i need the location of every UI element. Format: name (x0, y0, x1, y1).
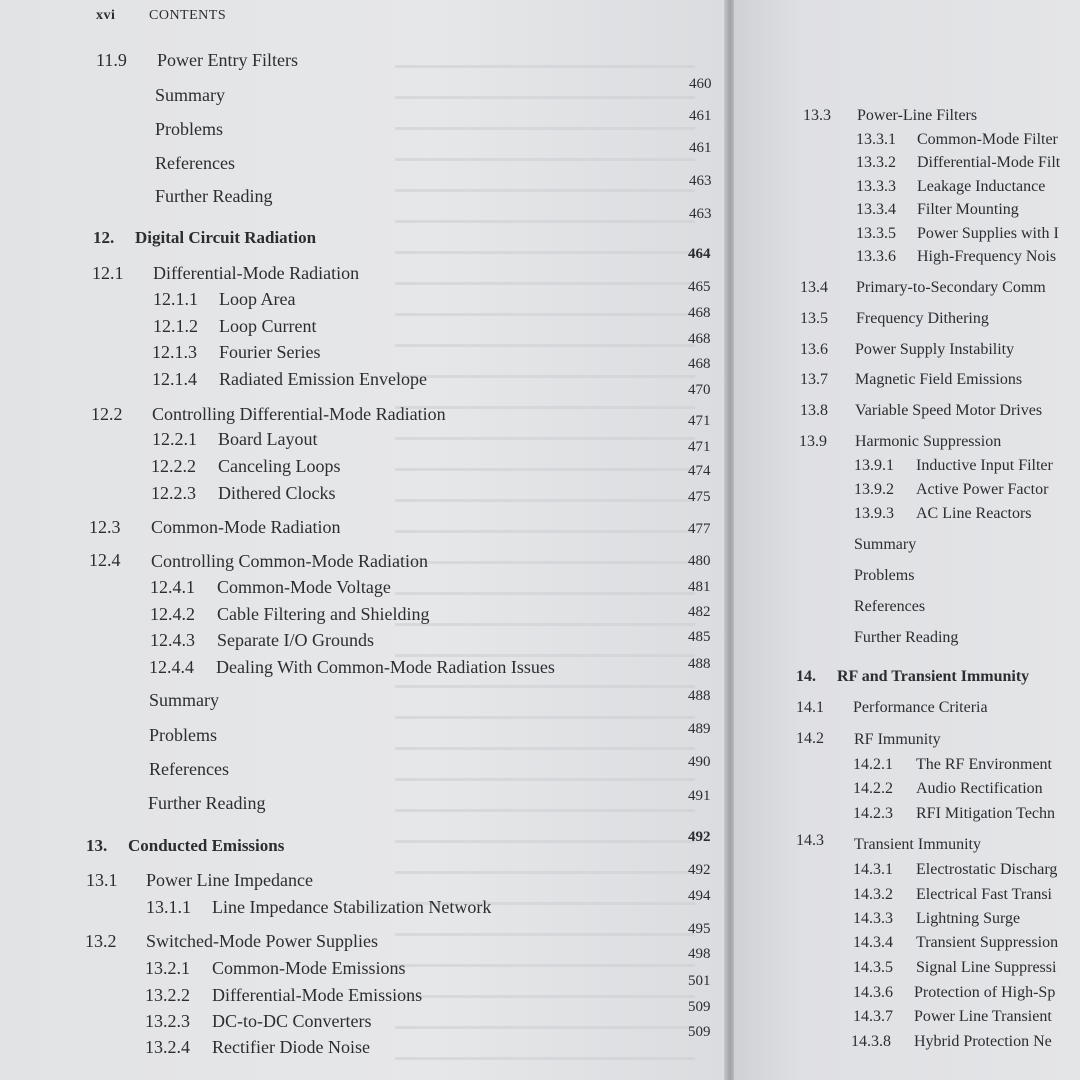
toc-title: Summary (149, 690, 219, 710)
toc-page-number: 490 (688, 754, 711, 770)
toc-num: 13.9.3 (854, 505, 894, 522)
chapter-num: 13. (86, 836, 108, 855)
toc-num: 12.4.3 (150, 630, 195, 650)
toc-title: Filter Mounting (917, 201, 1019, 218)
toc-num: 13.8 (800, 402, 828, 419)
toc-page-number: 501 (688, 973, 711, 989)
toc-page-number: 498 (688, 946, 711, 962)
toc-title: Dealing With Common-Mode Radiation Issues (216, 657, 555, 677)
toc-title: Common-Mode Voltage (217, 577, 391, 597)
chapter-title: Conducted Emissions (128, 836, 285, 855)
toc-num: 14.1 (796, 699, 824, 716)
toc-title: Further Reading (854, 629, 959, 646)
toc-num: 13.9 (799, 433, 827, 450)
toc-page-number: 485 (688, 629, 711, 645)
toc-num: 12.4 (89, 550, 121, 570)
toc-title: Further Reading (155, 186, 273, 206)
toc-num: 12.3 (89, 517, 121, 537)
toc-title: Transient Immunity (854, 836, 981, 853)
toc-page-number: 509 (688, 1024, 711, 1040)
toc-page-number: 461 (689, 140, 712, 156)
toc-title: Rectifier Diode Noise (212, 1037, 370, 1057)
toc-num: 12.2.3 (151, 483, 196, 503)
toc-title: Power Supplies with I (917, 225, 1059, 242)
toc-title: Radiated Emission Envelope (219, 369, 427, 389)
toc-title: Problems (155, 119, 224, 139)
toc-title: Controlling Common-Mode Radiation (151, 551, 428, 571)
toc-title: Magnetic Field Emissions (855, 371, 1023, 388)
toc-page-number: 468 (688, 356, 711, 372)
toc-num: 12.1.3 (152, 342, 197, 362)
toc-title: Differential-Mode Emissions (212, 985, 423, 1005)
toc-page-number: 463 (689, 173, 712, 189)
toc-title: Power Line Impedance (146, 870, 313, 890)
toc-title: Common-Mode Filter (917, 131, 1058, 148)
toc-page-number: 463 (689, 206, 712, 222)
toc-title: Signal Line Suppressi (916, 959, 1057, 976)
toc-page-number: 475 (688, 489, 711, 505)
toc-page-number: 482 (688, 604, 711, 620)
toc-title: Separate I/O Grounds (217, 630, 374, 650)
toc-num: 12.2.2 (151, 456, 196, 476)
toc-title: RFI Mitigation Techn (916, 805, 1056, 822)
toc-num: 13.3.1 (856, 131, 896, 148)
toc-num: 13.3.2 (856, 154, 896, 171)
toc-title: Transient Suppression (916, 934, 1059, 951)
toc-page-number: 494 (688, 888, 711, 904)
toc-page-number: 471 (688, 413, 711, 429)
toc-title: Frequency Dithering (856, 310, 989, 327)
page-number-roman: xvi (96, 8, 116, 23)
toc-title: Common-Mode Emissions (212, 958, 406, 978)
toc-title: References (149, 759, 229, 779)
toc-title: Board Layout (218, 429, 318, 449)
toc-num: 13.3.3 (856, 178, 896, 195)
toc-title: Switched-Mode Power Supplies (146, 931, 378, 951)
toc-num: 13.4 (800, 279, 828, 296)
toc-title: Summary (155, 85, 225, 105)
toc-page-number: 481 (688, 579, 711, 595)
toc-title: Lightning Surge (916, 910, 1021, 927)
toc-num: 12.4.1 (150, 577, 195, 597)
toc-num: 13.9.1 (854, 457, 894, 474)
toc-num: 13.3 (803, 107, 831, 124)
toc-title: Variable Speed Motor Drives (855, 402, 1043, 419)
toc-title: Summary (854, 536, 917, 553)
toc-page-number: 477 (688, 521, 711, 537)
toc-page-number: 509 (688, 999, 711, 1015)
toc-title: Cable Filtering and Shielding (217, 604, 430, 624)
toc-title: Common-Mode Radiation (151, 517, 341, 537)
toc-num: 13.2 (85, 931, 117, 951)
toc-num: 11.9 (96, 50, 127, 70)
right-page (734, 0, 1080, 1080)
toc-num: 13.2.2 (145, 985, 190, 1005)
toc-title: DC-to-DC Converters (212, 1011, 372, 1031)
toc-num: 14.3.8 (851, 1033, 891, 1050)
toc-title: Fourier Series (219, 342, 321, 362)
toc-page-number: 488 (688, 688, 711, 704)
toc-num: 13.6 (800, 341, 828, 358)
toc-title: Power Supply Instability (855, 341, 1015, 358)
toc-title: Loop Area (219, 289, 296, 309)
toc-num: 13.2.1 (145, 958, 190, 978)
toc-num: 12.1.1 (153, 289, 198, 309)
toc-num: 13.7 (800, 371, 828, 388)
toc-page-number: 464 (688, 246, 711, 262)
toc-title: Leakage Inductance (917, 178, 1046, 195)
toc-num: 14.3.7 (853, 1008, 893, 1025)
toc-num: 14.2 (796, 730, 824, 747)
toc-num: 14.3.4 (853, 934, 893, 951)
toc-page-number: 492 (688, 862, 711, 878)
toc-num: 12.4.4 (149, 657, 194, 677)
toc-num: 12.4.2 (150, 604, 195, 624)
toc-num: 14.2.3 (853, 805, 893, 822)
toc-num: 13.1 (86, 870, 118, 890)
toc-title: Audio Rectification (916, 780, 1043, 797)
toc-title: Line Impedance Stabilization Network (212, 897, 492, 917)
toc-num: 13.3.6 (856, 248, 896, 265)
toc-title: Problems (149, 725, 218, 745)
chapter-num: 12. (93, 228, 115, 247)
toc-num: 13.3.4 (856, 201, 896, 218)
toc-title: Controlling Differential-Mode Radiation (152, 404, 446, 424)
toc-num: 14.3 (796, 832, 824, 849)
toc-num: 14.2.2 (853, 780, 893, 797)
toc-title: Active Power Factor (916, 481, 1049, 498)
toc-page-number: 470 (688, 382, 711, 398)
toc-title: Protection of High-Sp (914, 984, 1056, 1001)
toc-page-number: 491 (688, 788, 711, 804)
toc-title: Differential-Mode Filt (917, 154, 1061, 171)
toc-page-number: 492 (688, 829, 711, 845)
toc-num: 14.3.5 (853, 959, 893, 976)
toc-num: 13.3.5 (856, 225, 896, 242)
toc-num: 12.1 (92, 263, 124, 283)
toc-title: Power-Line Filters (857, 107, 978, 124)
toc-num: 14.3.2 (853, 886, 893, 903)
toc-title: RF Immunity (854, 731, 941, 748)
toc-title: Loop Current (219, 316, 317, 336)
toc-num: 14.3.1 (853, 861, 893, 878)
toc-title: Differential-Mode Radiation (153, 263, 360, 283)
toc-title: Hybrid Protection Ne (914, 1033, 1052, 1050)
toc-num: 14.3.6 (853, 984, 893, 1001)
toc-title: Inductive Input Filter (916, 457, 1053, 474)
toc-title: Electrostatic Discharg (916, 861, 1058, 878)
toc-title: Power Line Transient (914, 1008, 1052, 1025)
toc-num: 12.1.2 (153, 316, 198, 336)
toc-title: Performance Criteria (853, 699, 988, 716)
toc-page-number: 474 (688, 463, 711, 479)
toc-title: Electrical Fast Transi (916, 886, 1052, 903)
toc-page-number: 468 (688, 305, 711, 321)
toc-page-number: 460 (689, 76, 712, 92)
chapter-title: RF and Transient Immunity (837, 668, 1030, 685)
toc-num: 12.1.4 (152, 369, 197, 389)
chapter-title: Digital Circuit Radiation (135, 228, 317, 247)
toc-page-number: 480 (688, 553, 711, 569)
toc-title: AC Line Reactors (916, 505, 1032, 522)
toc-title: The RF Environment (916, 756, 1052, 773)
toc-num: 12.2 (91, 404, 123, 424)
toc-num: 12.2.1 (152, 429, 197, 449)
toc-title: Harmonic Suppression (855, 433, 1002, 450)
toc-title: Primary-to-Secondary Comm (856, 279, 1046, 296)
toc-page-number: 488 (688, 656, 711, 672)
toc-page-number: 465 (688, 279, 711, 295)
toc-page-number: 495 (688, 921, 711, 937)
toc-title: References (155, 153, 235, 173)
toc-page-number: 471 (688, 439, 711, 455)
toc-title: Power Entry Filters (157, 50, 298, 70)
toc-title: Problems (854, 567, 915, 584)
toc-page-number: 461 (689, 108, 712, 124)
toc-num: 13.2.3 (145, 1011, 190, 1031)
toc-page-number: 489 (688, 721, 711, 737)
toc-num: 13.1.1 (146, 897, 191, 917)
chapter-num: 14. (796, 668, 816, 685)
toc-num: 13.5 (800, 310, 828, 327)
toc-title: High-Frequency Nois (917, 248, 1057, 265)
toc-num: 13.9.2 (854, 481, 894, 498)
toc-num: 13.2.4 (145, 1037, 190, 1057)
toc-title: Dithered Clocks (218, 483, 336, 503)
toc-num: 14.3.3 (853, 910, 893, 927)
toc-title: Further Reading (148, 793, 266, 813)
running-header: CONTENTS (149, 8, 227, 23)
toc-title: Canceling Loops (218, 456, 341, 476)
toc-num: 14.2.1 (853, 756, 893, 773)
toc-page-number: 468 (688, 331, 711, 347)
toc-title: References (854, 598, 926, 615)
